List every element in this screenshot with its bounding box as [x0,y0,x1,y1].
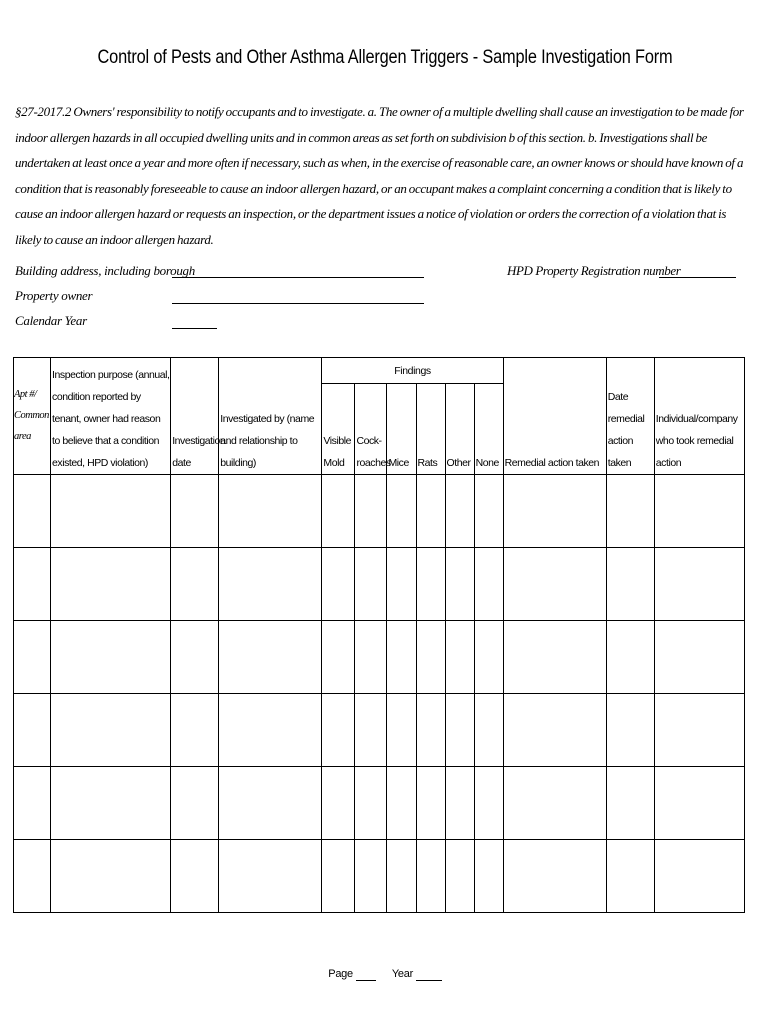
table-cell[interactable] [474,621,503,694]
table-cell[interactable] [606,548,654,621]
building-address-label: Building address, including borough [15,263,195,278]
table-cell[interactable] [171,767,219,840]
table-cell[interactable] [387,475,416,548]
table-cell[interactable] [445,840,474,913]
table-row [14,621,745,694]
header-visible-mold: Visible Mold [322,384,355,475]
table-cell[interactable] [387,548,416,621]
page-number-field[interactable] [356,968,376,981]
calendar-year-field[interactable] [172,328,217,329]
table-cell[interactable] [503,621,606,694]
table-cell[interactable] [474,840,503,913]
table-cell[interactable] [416,475,445,548]
table-cell[interactable] [171,475,219,548]
table-row [14,840,745,913]
header-cockroaches: Cock- roaches [355,384,387,475]
table-cell[interactable] [322,840,355,913]
table-cell[interactable] [503,840,606,913]
calendar-year-label: Calendar Year [15,313,87,328]
table-cell[interactable] [445,548,474,621]
investigation-table [13,357,745,913]
table-cell[interactable] [474,767,503,840]
table-row [14,767,745,840]
table-cell[interactable] [219,621,322,694]
table-cell[interactable] [654,767,744,840]
hpd-registration-label: HPD Property Registration number [507,263,681,278]
table-cell[interactable] [322,767,355,840]
table-cell[interactable] [445,621,474,694]
table-cell[interactable] [171,694,219,767]
property-owner-label: Property owner [15,288,93,303]
table-cell[interactable] [219,548,322,621]
table-row [14,548,745,621]
property-owner-field[interactable] [172,303,424,304]
table-cell[interactable] [474,548,503,621]
table-cell[interactable] [503,767,606,840]
table-cell[interactable] [654,840,744,913]
table-cell[interactable] [219,694,322,767]
table-cell[interactable] [654,548,744,621]
table-cell[interactable] [219,767,322,840]
table-cell[interactable] [14,548,51,621]
header-remedial-by: Individual/company who took remedial action [654,358,744,475]
table-cell[interactable] [606,767,654,840]
table-row [14,694,745,767]
table-cell[interactable] [654,694,744,767]
table-cell[interactable] [355,767,387,840]
table-cell[interactable] [387,694,416,767]
table-cell[interactable] [474,694,503,767]
table-cell[interactable] [445,694,474,767]
table-cell[interactable] [355,840,387,913]
header-investigation-date: Investigation date [171,358,219,475]
table-cell[interactable] [445,475,474,548]
year-field[interactable] [416,968,442,981]
table-cell[interactable] [654,475,744,548]
table-cell[interactable] [387,621,416,694]
table-cell[interactable] [219,840,322,913]
table-cell[interactable] [606,694,654,767]
table-cell[interactable] [51,475,171,548]
table-cell[interactable] [14,840,51,913]
table-cell[interactable] [416,548,445,621]
table-cell[interactable] [606,621,654,694]
table-cell[interactable] [14,475,51,548]
header-other: Other [445,384,474,475]
page-label: Page [328,968,353,980]
header-remedial-action: Remedial action taken [503,358,606,475]
table-cell[interactable] [355,694,387,767]
table-cell[interactable] [387,840,416,913]
table-cell[interactable] [51,694,171,767]
table-cell[interactable] [322,621,355,694]
header-findings: Findings [322,358,503,384]
table-row [14,475,745,548]
table-cell[interactable] [503,694,606,767]
table-cell[interactable] [654,621,744,694]
table-cell[interactable] [606,475,654,548]
table-cell[interactable] [14,694,51,767]
table-cell[interactable] [416,840,445,913]
form-title: Control of Pests and Other Asthma Allergen Triggers - Sample Investigation Form [97,47,673,68]
header-none: None [474,384,503,475]
page-footer [0,968,770,981]
table-cell[interactable] [14,767,51,840]
table-cell[interactable] [171,840,219,913]
table-cell[interactable] [322,548,355,621]
table-cell[interactable] [416,767,445,840]
header-rats: Rats [416,384,445,475]
table-cell[interactable] [387,767,416,840]
table-cell[interactable] [416,621,445,694]
table-cell[interactable] [219,475,322,548]
table-cell[interactable] [322,475,355,548]
table-cell[interactable] [51,767,171,840]
table-cell[interactable] [14,621,51,694]
header-mice: Mice [387,384,416,475]
table-cell[interactable] [51,840,171,913]
table-cell[interactable] [322,694,355,767]
header-apt: Apt #/ Common area [14,358,51,475]
table-cell[interactable] [503,548,606,621]
table-cell[interactable] [474,475,503,548]
table-cell[interactable] [416,694,445,767]
header-remedial-date: Date remedial action taken [606,358,654,475]
table-cell[interactable] [355,475,387,548]
header-investigated-by: Investigated by (name and relationship to building) [219,358,322,475]
table-body [14,475,745,913]
table-cell[interactable] [445,767,474,840]
table-cell[interactable] [503,475,606,548]
table-cell[interactable] [355,548,387,621]
table-cell[interactable] [51,621,171,694]
table-cell[interactable] [171,548,219,621]
hpd-registration-field[interactable] [659,277,736,278]
year-label: Year [391,968,413,980]
table-cell[interactable] [355,621,387,694]
table-cell[interactable] [171,621,219,694]
table-cell[interactable] [51,548,171,621]
statute-text: §27-2017.2 Owners' responsibility to notify occupants and to investigate. a. The owner of a multiple dwelling shall cause an investigation to be made for indoor allergen hazards in all occupied dwelling units and in common areas as set forth on subdivision b of this section. b. Investigations shall be undertaken at least once a year and more often if necessary, such as when, in the exercise of reasonable care, an owner knows or should have known of a condition that is reasonably foreseeable to cause an indoor allergen hazard, or an occupant makes a complaint concerning a condition that is likely to cause an indoor allergen hazard or requests an inspection, or the department issues a notice of violation or orders the correction of a violation that is likely to cause an indoor allergen hazard. [15,104,744,247]
table-cell[interactable] [606,840,654,913]
building-address-field[interactable] [172,277,424,278]
header-purpose: Inspection purpose (annual, condition reported by tenant, owner had reason to believe that a condition existed, HPD violation) [51,358,171,475]
